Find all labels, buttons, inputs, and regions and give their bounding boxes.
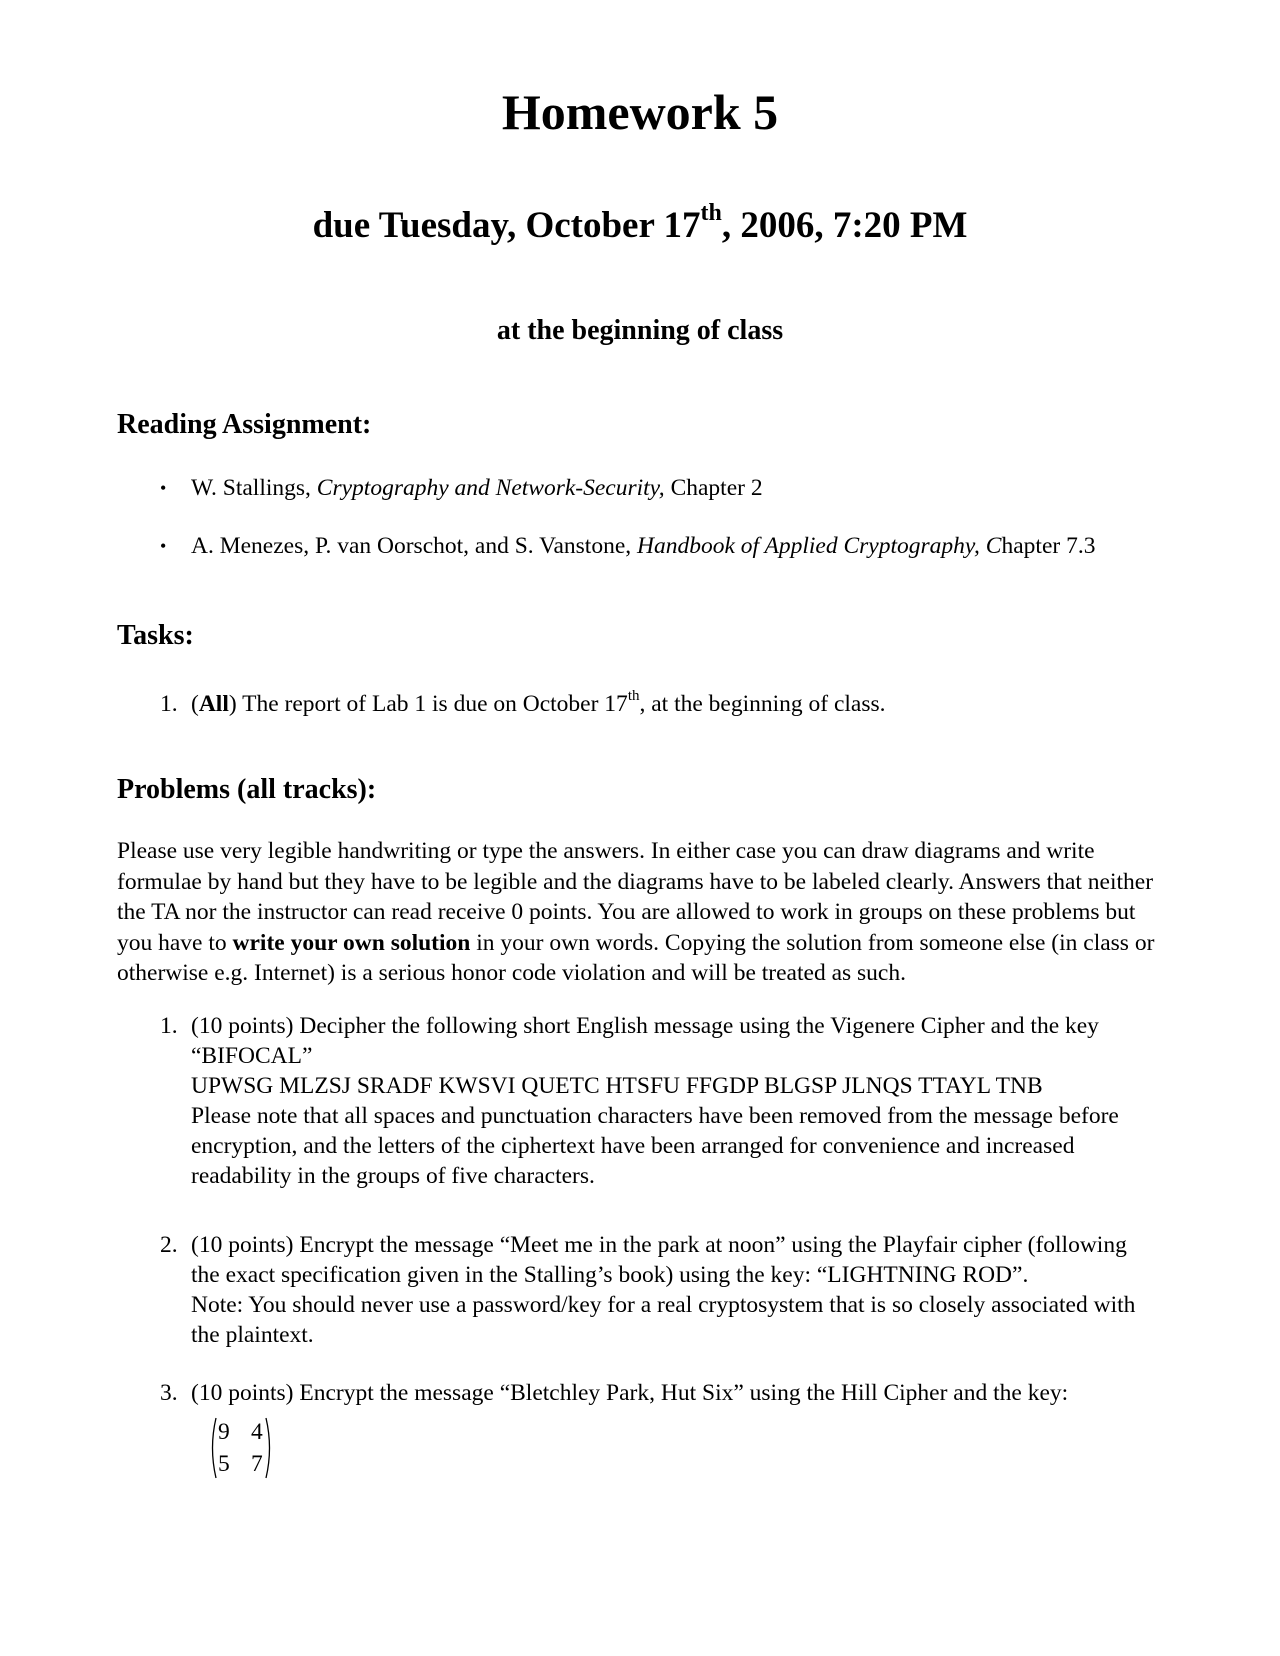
reading-item-authors: A. Menezes, P. van Oorschot, and S. Vanstone, [191,533,638,559]
reading-assignment-heading: Reading Assignment: [117,409,372,440]
problem-text [191,1011,1221,1191]
due-date-line [0,199,1280,248]
problem-line: Please note that all spaces and punctuation characters have been removed from the message before [191,1103,1119,1129]
matrix-cell: 5 [218,1451,230,1477]
intro-emphasis: write your own solution [232,929,471,956]
problems-heading: Problems (all tracks): [117,774,377,805]
intro-line-part: you have to [117,929,233,956]
matrix-cell: 4 [251,1419,263,1445]
reading-item-chapter: hapter 7.3 [1001,533,1096,559]
task-text [191,689,1221,719]
intro-line [117,928,1227,959]
reading-item-chapter: Chapter 2 [664,475,763,501]
problem-text [191,1378,1221,1408]
due-date-suffix: , 2006, 7:20 PM [721,205,968,246]
task-number: 1. [160,691,178,717]
problems-intro-paragraph [117,836,1227,989]
intro-line-part: in your own words. Copying the solution from someone else (in class or [470,929,1155,956]
bullet-icon: • [160,478,167,498]
task-text-b: , at the beginning of class. [639,691,886,717]
problem-number: 2. [160,1232,178,1258]
intro-line: the TA nor the instructor can read receive 0 points. You are allowed to work in groups on these problems but [117,899,1136,925]
matrix-cell: 9 [218,1419,230,1445]
problem-text [191,1230,1221,1350]
task-open-paren: ( [191,691,199,717]
tasks-heading: Tasks: [117,620,194,651]
problem-line: (10 points) Decipher the following short English message using the Vigenere Cipher and the key [191,1013,1099,1039]
problem-line: encryption, and the letters of the ciphertext have been arranged for convenience and increased [191,1133,1075,1159]
due-date-ordinal: th [700,199,722,226]
ciphertext-line: UPWSG MLZSJ SRADF KWSVI QUETC HTSFU FFGDP BLGSP JLNQS TTAYL TNB [191,1073,1043,1099]
problem-line: Note: You should never use a password/key for a real cryptosystem that is so closely associated with [191,1292,1136,1318]
reading-item-book: Handbook of Applied Cryptography, C [637,533,1002,559]
reading-item-text [191,473,763,503]
due-date-prefix: due Tuesday, October 17 [312,205,701,246]
problem-line: (10 points) Encrypt the message “Bletchley Park, Hut Six” using the Hill Cipher and the key: [191,1380,1069,1406]
page-title: Homework 5 [501,84,779,140]
reading-item-authors: W. Stallings, [191,475,317,501]
reading-item-book: Cryptography and Network-Security, [316,475,665,501]
problem-line: the exact specification given in the Stalling’s book) using the key: “LIGHTNING ROD”. [191,1262,1029,1288]
problem-line: (10 points) Encrypt the message “Meet me in the park at noon” using the Playfair cipher (following [191,1232,1127,1258]
task-track-label: All [198,691,229,717]
reading-item-text [191,531,1095,561]
intro-line: Please use very legible handwriting or type the answers. In either case you can draw diagrams and write [117,838,1095,864]
problem-number: 3. [160,1380,178,1406]
bullet-icon: • [160,536,167,556]
task-text-a: ) The report of Lab 1 is due on October 17 [228,691,628,717]
task-ordinal: th [627,688,640,705]
intro-line: formulae by hand but they have to be legible and the diagrams have to be labeled clearly. Answers that neither [117,868,1154,895]
hill-key-matrix [209,1416,273,1480]
problem-line: readability in the groups of five characters. [191,1163,595,1189]
intro-line: otherwise e.g. Internet) is a serious honor code violation and will be treated as such. [117,960,906,986]
problem-number: 1. [160,1013,178,1039]
due-subtitle: at the beginning of class [496,315,784,346]
matrix-cell: 7 [251,1451,263,1477]
problem-line: the plaintext. [191,1322,314,1348]
problem-line: “BIFOCAL” [191,1043,313,1069]
